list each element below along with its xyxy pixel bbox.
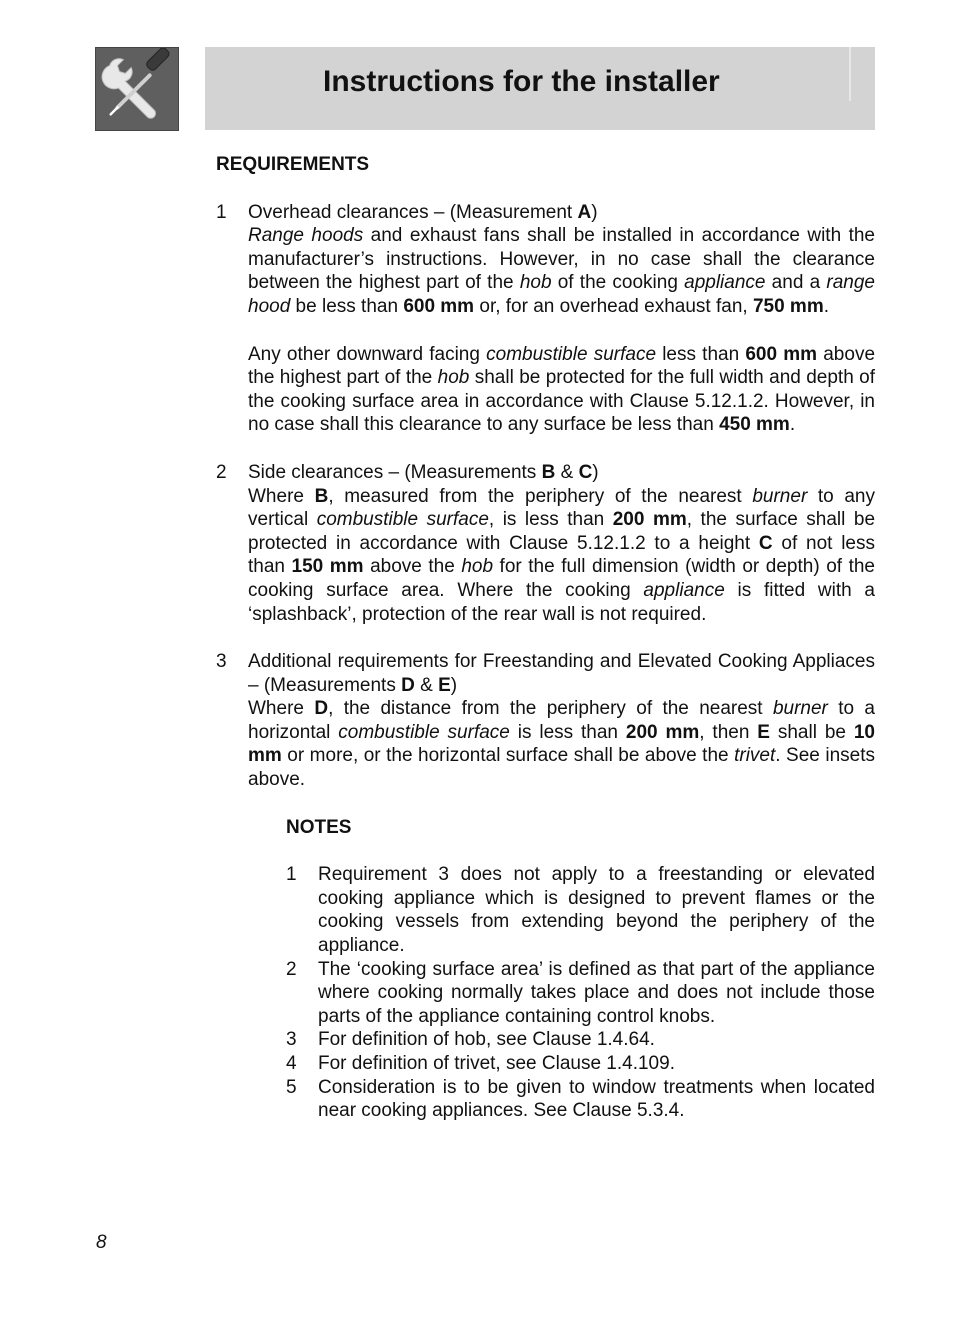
requirement-paragraph <box>248 485 875 627</box>
bold-text: D <box>314 698 329 720</box>
text-run: & <box>414 674 439 696</box>
note-item <box>286 1076 875 1123</box>
note-item <box>286 1052 875 1076</box>
requirement-number: 2 <box>216 461 227 483</box>
bold-text: C <box>578 461 593 483</box>
text-run: shall be <box>769 721 854 743</box>
section-title: REQUIREMENTS <box>216 154 370 175</box>
italic-term: burner <box>772 698 828 720</box>
text-run: above the <box>363 556 462 578</box>
text-run: . See insets above. <box>248 745 875 791</box>
text-run: shall be protected for the full width and depth of the cooking surface area in accordance with Clause 5.12.1.2. However, in no case shall this clearance to any surface be less than <box>248 367 875 436</box>
header-edge-highlight <box>849 47 851 101</box>
page-title: Instructions for the installer <box>323 65 720 98</box>
italic-term: hob <box>461 556 494 578</box>
requirement-heading <box>248 461 875 485</box>
bold-text: 10 mm <box>248 721 875 767</box>
requirement-number: 3 <box>216 651 227 673</box>
text-run: & <box>555 461 579 483</box>
text-run: , measured from the periphery of the nearest <box>328 485 753 507</box>
notes-title: NOTES <box>286 816 352 838</box>
requirement-heading <box>248 201 875 225</box>
note-text: The ‘cooking surface area’ is defined as that part of the appliance where cooking normally takes place and does not include those parts of the appliance containing control knobs. <box>318 958 875 1027</box>
text-run: Where <box>248 698 315 720</box>
notes-list <box>286 863 875 1123</box>
text-run: is fitted with a ‘splashback’, protection of the rear wall is not required. <box>248 579 875 625</box>
text-run: Side clearances – (Measurements <box>248 461 542 483</box>
text-run: or more, or the horizontal surface shall be above the <box>281 745 735 767</box>
italic-term: hob <box>437 367 470 389</box>
bold-text: C <box>758 532 773 554</box>
bold-text: D <box>401 674 415 696</box>
wrench-screwdriver-icon <box>96 48 178 130</box>
text-run: less than <box>656 343 746 365</box>
bold-text: 450 mm <box>719 414 790 436</box>
requirement-paragraph <box>248 224 875 318</box>
note-item <box>286 863 875 957</box>
requirement-heading <box>248 650 875 697</box>
measurement-label: A <box>577 201 592 223</box>
text-run: of not less than <box>248 532 876 578</box>
italic-term: combustible surface <box>486 343 657 365</box>
note-text: Consideration is to be given to window treatments when located near cooking appliances. See Clause 5.3.4. <box>318 1076 875 1122</box>
text-run: Additional requirements for Freestanding and Elevated Cooking Appliaces – (Measurements <box>248 651 875 696</box>
requirement-item <box>216 201 875 437</box>
requirement-item <box>216 650 875 792</box>
installer-tools-icon <box>95 47 179 131</box>
bold-text: E <box>757 721 770 743</box>
bold-text: E <box>438 674 451 696</box>
bold-text: B <box>314 485 329 507</box>
note-number: 3 <box>286 1029 297 1051</box>
text-run: for the full dimension (width or depth) of the cooking surface area. Where the cooking <box>248 556 875 601</box>
text-run: ) <box>592 461 599 483</box>
text-run: , the distance from the periphery of the nearest <box>328 698 773 720</box>
text-run: , the surface shall be protected in accordance with Clause 5.12.1.2 to a height <box>248 509 876 554</box>
page-number: 8 <box>96 1232 107 1253</box>
note-text: Requirement 3 does not apply to a freestanding or elevated cooking appliance which is designed to prevent flames or the cooking vessels from extending beyond the periphery of the appliance. <box>318 864 875 957</box>
heading-text: ) <box>591 201 598 223</box>
bold-text: 750 mm <box>752 295 824 317</box>
note-item <box>286 1028 875 1052</box>
note-number: 2 <box>286 958 297 980</box>
note-number: 1 <box>286 864 297 886</box>
text-run: of the cooking <box>551 272 685 294</box>
header-bar <box>205 47 875 130</box>
note-number: 5 <box>286 1076 297 1098</box>
italic-term: combustible surface <box>338 721 510 743</box>
requirement-number: 1 <box>216 201 227 223</box>
note-item <box>286 958 875 1029</box>
italic-term: appliance <box>684 272 766 294</box>
heading-text: Overhead clearances – (Measurement <box>248 201 578 223</box>
text-run: be less than <box>290 295 404 317</box>
text-run: to a horizontal <box>248 698 875 743</box>
italic-term: trivet <box>734 745 776 767</box>
requirements-section <box>216 153 875 1123</box>
bold-text: 200 mm <box>625 721 700 743</box>
text-run: is less than <box>509 721 626 743</box>
italic-term: range hood <box>248 272 875 317</box>
requirement-item <box>216 461 875 626</box>
text-run: and a <box>765 272 827 294</box>
bold-text: 200 mm <box>612 509 687 531</box>
requirement-paragraph <box>248 343 875 437</box>
requirement-paragraph <box>248 697 875 791</box>
bold-text: 600 mm <box>403 295 475 317</box>
text-run: , then <box>699 721 758 743</box>
italic-term: hob <box>519 272 552 294</box>
bold-text: 600 mm <box>745 343 818 365</box>
note-text: For definition of hob, see Clause 1.4.64. <box>318 1029 655 1051</box>
text-run: , is less than <box>488 509 613 531</box>
text-run: Any other downward facing <box>248 343 487 365</box>
text-run: ) <box>450 674 458 696</box>
notes-section <box>286 816 875 1123</box>
text-run: to any vertical <box>248 485 875 531</box>
italic-term: appliance <box>643 579 725 601</box>
italic-term: combustible surface <box>316 509 489 531</box>
text-run: Where <box>248 485 315 507</box>
italic-term: Range hoods <box>248 225 364 247</box>
text-run: above the highest part of the <box>248 343 876 389</box>
text-run: . <box>823 295 830 317</box>
text-run: . <box>789 414 796 436</box>
bold-text: B <box>541 461 556 483</box>
text-run: and exhaust fans shall be installed in accordance with the manufacturer’s instructions. However, in no case shall the clearance between the highest part of the <box>248 225 875 294</box>
note-text: For definition of trivet, see Clause 1.4.109. <box>318 1053 675 1074</box>
italic-term: burner <box>752 485 808 507</box>
text-run: or, for an overhead exhaust fan, <box>474 295 753 317</box>
note-number: 4 <box>286 1053 297 1074</box>
bold-text: 150 mm <box>291 556 364 578</box>
